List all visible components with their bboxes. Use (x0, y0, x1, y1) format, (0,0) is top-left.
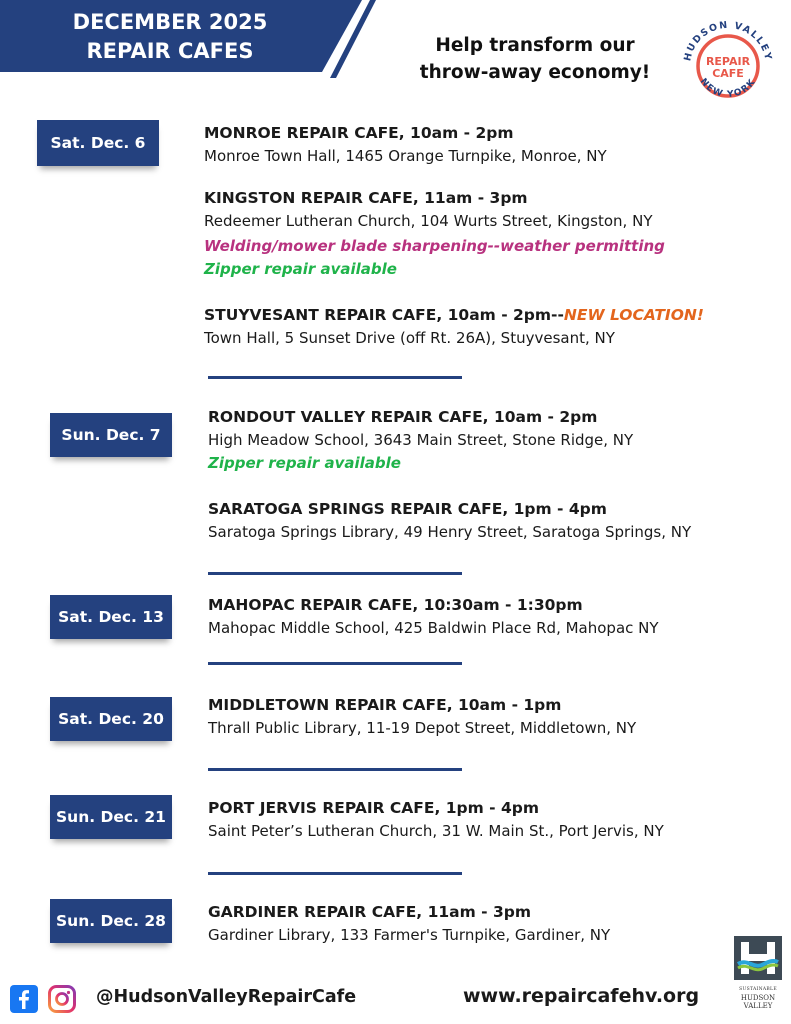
logo-center-line1: REPAIR (705, 55, 751, 68)
event-title: SARATOGA SPRINGS REPAIR CAFE, 1pm - 4pm (208, 500, 607, 518)
event-title: MIDDLETOWN REPAIR CAFE, 10am - 1pm (208, 696, 562, 714)
shv-wordmark: SUSTAINABLE HUDSON VALLEY (739, 987, 777, 1010)
event-title: GARDINER REPAIR CAFE, 11am - 3pm (208, 903, 532, 921)
date-badge: Sat. Dec. 13 (50, 595, 172, 639)
event-address: Monroe Town Hall, 1465 Orange Turnpike, Monroe, NY (204, 147, 607, 165)
divider (208, 768, 462, 771)
sustainable-hudson-valley-logo (732, 934, 784, 1014)
date-badge: Sat. Dec. 6 (37, 120, 159, 166)
event-kingston (204, 187, 665, 279)
event-address: Saint Peter’s Lutheran Church, 31 W. Main St., Port Jervis, NY (208, 822, 664, 840)
date-badge: Sun. Dec. 28 (50, 899, 172, 943)
event-address: Thrall Public Library, 11-19 Depot Street, Middletown, NY (208, 719, 637, 737)
event-note: Zipper repair available (204, 260, 397, 278)
event-gardiner (208, 901, 610, 947)
date-badge: Sun. Dec. 7 (50, 413, 172, 457)
event-address: Mahopac Middle School, 425 Baldwin Place Rd, Mahopac NY (208, 619, 659, 637)
event-address: Town Hall, 5 Sunset Drive (off Rt. 26A), Stuyvesant, NY (204, 329, 615, 347)
logo-ring-bottom: NEW YORK (697, 76, 759, 101)
date-badge: Sat. Dec. 20 (50, 697, 172, 741)
repair-cafe-logo (678, 14, 778, 114)
event-note: Welding/mower blade sharpening--weather permitting (204, 237, 665, 255)
facebook-icon[interactable] (10, 985, 38, 1017)
event-saratoga-springs (208, 498, 691, 544)
social-handle[interactable]: @HudsonValleyRepairCafe (96, 987, 357, 1007)
event-title: KINGSTON REPAIR CAFE, 11am - 3pm (204, 189, 528, 207)
logo-ring-top: HUDSON VALLEY (682, 19, 774, 63)
event-address: Redeemer Lutheran Church, 104 Wurts Street, Kingston, NY (204, 212, 653, 230)
event-mahopac (208, 594, 659, 640)
date-badge: Sun. Dec. 21 (50, 795, 172, 839)
event-title: MONROE REPAIR CAFE, 10am - 2pm (204, 124, 514, 142)
event-rondout-valley (208, 406, 633, 474)
header-banner (0, 0, 380, 78)
event-title: STUYVESANT REPAIR CAFE, 10am - 2pm--NEW LOCATION! (204, 306, 704, 324)
event-address: High Meadow School, 3643 Main Street, Stone Ridge, NY (208, 431, 634, 449)
event-address: Saratoga Springs Library, 49 Henry Street, Saratoga Springs, NY (208, 523, 692, 541)
event-title: RONDOUT VALLEY REPAIR CAFE, 10am - 2pm (208, 408, 598, 426)
tagline: Help transform our throw-away economy! (419, 35, 651, 83)
event-port-jervis (208, 797, 664, 843)
divider (208, 872, 462, 875)
event-title: MAHOPAC REPAIR CAFE, 10:30am - 1:30pm (208, 596, 583, 614)
shv-emblem-icon (732, 934, 784, 982)
event-title: PORT JERVIS REPAIR CAFE, 1pm - 4pm (208, 799, 540, 817)
divider (208, 376, 462, 379)
event-note: Zipper repair available (208, 454, 401, 472)
website-link[interactable]: www.repaircafehv.org (463, 985, 700, 1007)
event-monroe (204, 122, 607, 168)
new-location-highlight: NEW LOCATION! (563, 306, 704, 324)
instagram-icon[interactable] (48, 985, 76, 1017)
divider (208, 662, 462, 665)
event-stuyvesant (204, 304, 704, 350)
logo-center-line2: CAFE (712, 67, 744, 80)
event-address: Gardiner Library, 133 Farmer's Turnpike, Gardiner, NY (208, 926, 611, 944)
page-title: DECEMBER 2025 REPAIR CAFES (72, 10, 268, 63)
divider (208, 572, 462, 575)
event-middletown (208, 694, 636, 740)
